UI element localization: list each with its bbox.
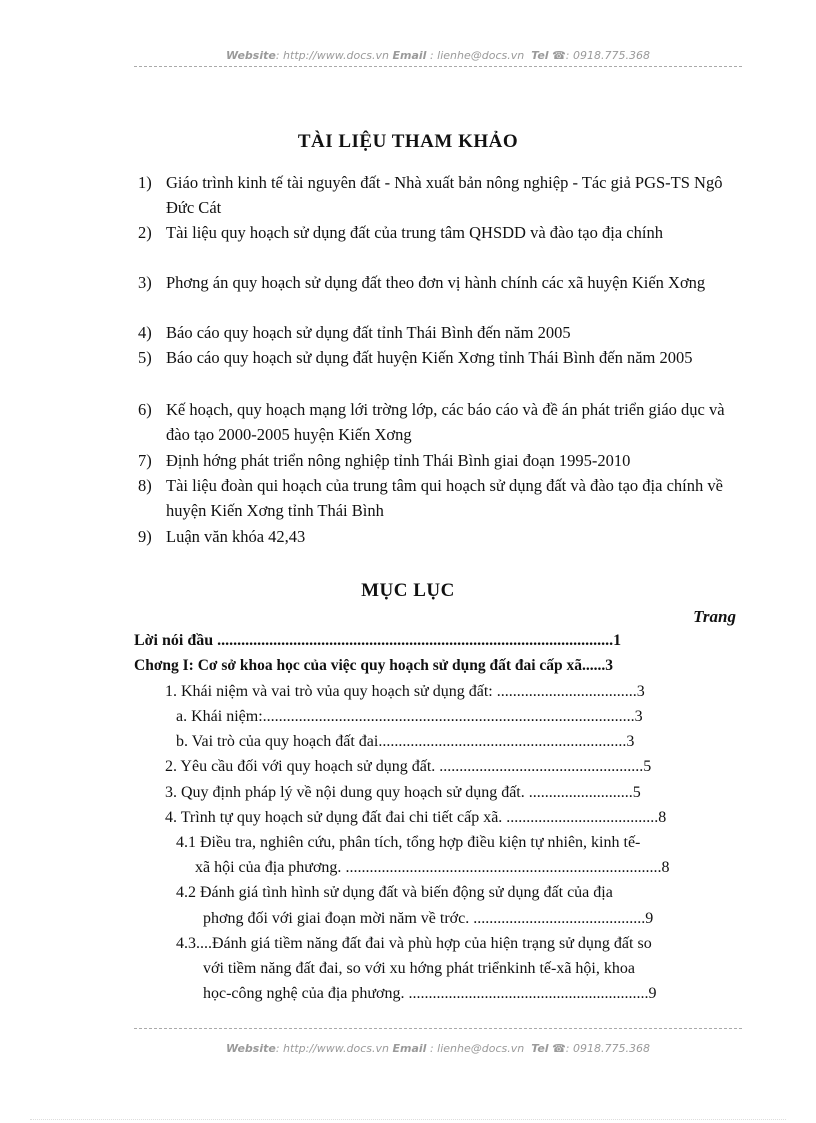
toc-entry-page: 3 [626,733,635,750]
toc-entry[interactable] [165,809,740,827]
reference-text: Kế hoạch, quy hoạch mạng lới trờng lớp, các báo cáo và đề án phát triển giáo dục và đào tạo 2000-2005 huyện Kiến Xơng [166,400,725,444]
toc-entry-dots: ............................................................................................. [262,708,635,725]
reference-text: Tài liệu quy hoạch sử dụng đất của trung tâm QHSDD và đào tạo địa chính [166,223,663,242]
reference-number: 4) [138,323,152,342]
toc-entry-text: 4.3....Đánh giá tiềm năng đất đai và phù hợp của hiện trạng sử dụng đất so [176,935,652,952]
toc-entry-text: b. Vai trò của quy hoạch đất đai. [176,733,383,750]
toc-entry-dots: .......................... [528,784,633,801]
reference-text: Giáo trình kinh tế tài nguyên đất - Nhà xuất bản nông nghiệp - Tác giả PGS-TS Ngô Đức Cát [166,173,723,217]
toc-entry-dots: ...................................... [506,809,659,826]
reference-item [138,397,748,447]
toc-entry[interactable] [176,708,740,726]
toc-entry[interactable] [134,632,740,650]
references-title: TÀI LIỆU THAM KHẢO [297,131,519,152]
header-website-label: Website [226,49,276,62]
page-bottom-edge [30,1119,786,1120]
toc-entry-page: 1 [613,632,622,649]
footer-website-url[interactable]: : http://www.docs.vn [275,1042,390,1055]
header-divider [134,66,742,67]
header-website-url[interactable]: : http://www.docs.vn [275,49,390,62]
toc-entry[interactable] [203,985,740,1003]
reference-item [138,220,748,245]
toc-entry-dots: ...... [582,657,606,674]
toc-entry[interactable] [165,683,740,701]
toc-entry-page: 9 [645,910,654,927]
toc-entry-text: 4.2 Đánh giá tình hình sử dụng đất và biến động sử dụng đất của địa [176,884,613,901]
toc-entry-dots: ................................................... [439,758,644,775]
reference-number: 6) [138,400,152,419]
toc-entry-dots: ............................................................................... [345,859,662,876]
toc-title: MỤC LỤC [361,580,455,601]
reference-number: 8) [138,476,152,495]
header-email-label: Email [392,49,427,62]
toc-entry-dots: ........................................... [473,910,646,927]
toc-entry-text: 4.1 Điều tra, nghiên cứu, phân tích, tổng hợp điều kiện tự nhiên, kinh tế- [176,834,641,851]
toc-entry-dots: ............................................................ [408,985,649,1002]
toc-entry-page: 3 [605,657,614,674]
toc-entry-text: a. Khái niệm: [176,708,263,725]
footer-email-label: Email [392,1042,427,1055]
footer-website-label: Website [226,1042,276,1055]
reference-item [138,524,748,549]
reference-number: 7) [138,451,152,470]
toc-entry-text: 1. Khái niệm và vai trò vủa quy hoạch sử dụng đất: [165,683,497,700]
footer-tel-value: ☎: 0918.775.368 [552,1042,650,1055]
toc-entry[interactable] [176,935,754,953]
reference-number: 9) [138,527,152,546]
header-tel-value: ☎: 0918.775.368 [552,49,650,62]
toc-entry-text: 2. Yêu cầu đối với quy hoạch sử dụng đất. [165,758,440,775]
toc-entry-page: 5 [643,758,652,775]
toc-entry-dots: ................................................................................................... [217,632,614,649]
reference-number: 5) [138,348,152,367]
toc-entry-page: 3 [636,683,645,700]
toc-entry-dots: ............................................................. [382,733,627,750]
toc-entry-text: Chơng I: Cơ sở khoa học của việc quy hoạch sử dụng đất đai cấp xã [134,657,583,674]
toc-entry-text: 3. Quy định pháp lý về nội dung quy hoạch sử dụng đất. [165,784,529,801]
toc-page-header: Trang [693,607,736,626]
page-footer [134,1042,742,1055]
toc-entry[interactable] [165,758,740,776]
footer-divider [134,1028,742,1029]
toc-entry-text: phơng đối với giai đoạn mời năm về trớc. [203,910,474,927]
toc-entry-text: với tiềm năng đất đai, so với xu hớng phát triểnkinh tế-xã hội, khoa [203,960,635,977]
header-email-value[interactable]: : lienhe@docs.vn [429,49,525,62]
reference-number: 1) [138,173,152,192]
toc-entry-page: 5 [632,784,641,801]
toc-entry[interactable] [176,884,740,902]
reference-item [138,270,748,295]
reference-item [138,448,748,473]
toc-entry[interactable] [203,960,740,978]
toc-entry[interactable] [203,910,740,928]
toc-entry-text: Lời nói đầu [134,632,218,649]
toc-entry-dots: ................................... [496,683,637,700]
toc-entry-page: 3 [634,708,643,725]
toc-entry-page: 9 [648,985,657,1002]
toc-entry[interactable] [176,733,740,751]
reference-number: 2) [138,223,152,242]
reference-item [138,170,748,220]
toc-entry[interactable] [176,834,740,852]
reference-text: Báo cáo quy hoạch sử dụng đất tỉnh Thái Bình đến năm 2005 [166,323,571,342]
reference-text: Định hớng phát triển nông nghiệp tỉnh Thái Bình giai đoạn 1995-2010 [166,451,631,470]
toc-entry[interactable] [165,784,740,802]
footer-tel-label: Tel [531,1042,549,1055]
toc-entry[interactable] [195,859,740,877]
reference-text: Báo cáo quy hoạch sử dụng đất huyện Kiến Xơng tỉnh Thái Bình đến năm 2005 [166,348,693,367]
toc-entry-page: 8 [658,809,667,826]
toc-entry[interactable] [134,657,740,675]
toc-entry-text: học-công nghệ của địa phương. [203,985,409,1002]
toc-entry-text: xã hội của địa phương. [195,859,346,876]
reference-number: 3) [138,273,152,292]
header-tel-label: Tel [531,49,549,62]
reference-item [138,345,748,370]
toc-entry-page: 8 [661,859,670,876]
reference-text: Luận văn khóa 42,43 [166,527,306,546]
toc-entry-text: 4. Trình tự quy hoạch sử dụng đất đai chi tiết cấp xã. [165,809,507,826]
footer-email-value[interactable]: : lienhe@docs.vn [429,1042,525,1055]
page-header [134,49,742,62]
reference-text: Tài liệu đoàn qui hoạch của trung tâm qui hoạch sử dụng đất và đào tạo địa chính về huyện Kiến Xơng tỉnh Thái Bình [166,476,723,520]
reference-text: Phơng án quy hoạch sử dụng đất theo đơn vị hành chính các xã huyện Kiến Xơng [166,273,706,292]
reference-item [138,473,748,523]
reference-item [138,320,748,345]
